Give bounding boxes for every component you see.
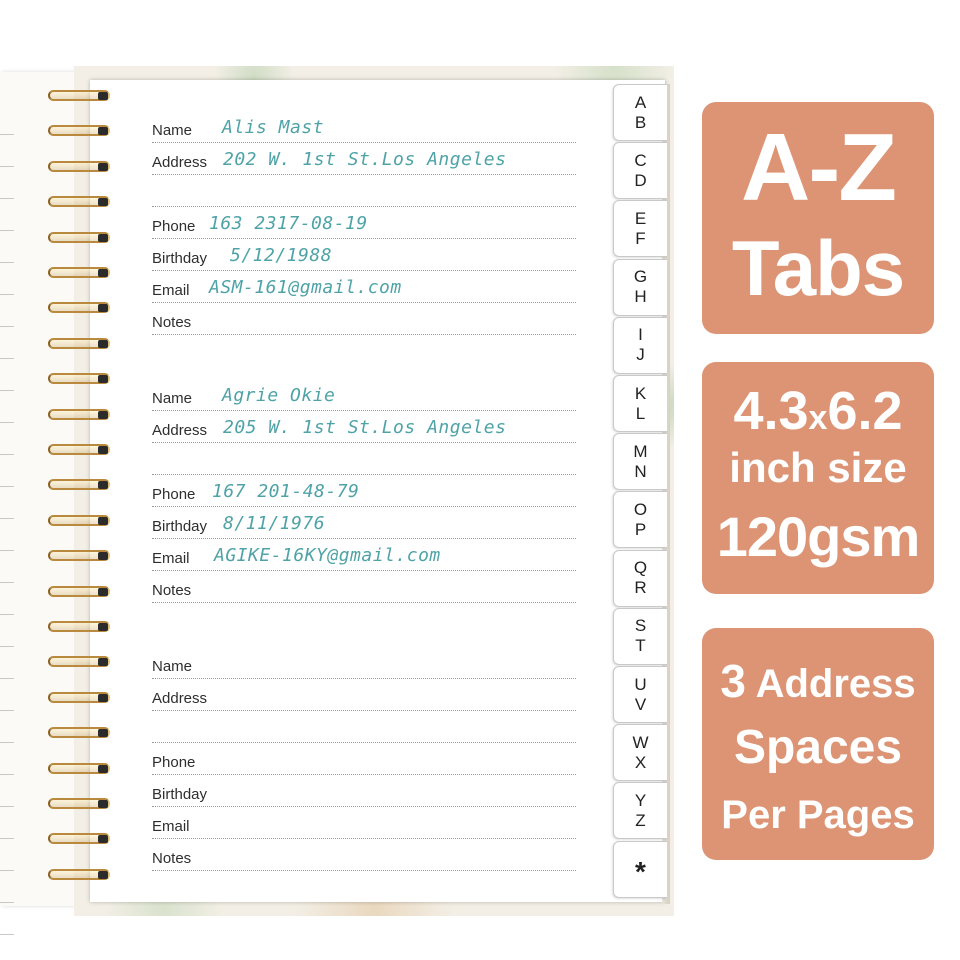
punch-hole [98, 92, 108, 100]
dotted-rule [152, 838, 576, 839]
tab-letter-top: O [633, 499, 648, 519]
tab-letter-bottom: F [635, 228, 646, 248]
badge-spaces-line3: Per Pages [721, 793, 915, 837]
entry-field-row[interactable] [152, 381, 582, 411]
field-label: Name [152, 658, 193, 675]
punch-hole [98, 411, 108, 419]
punch-hole [98, 375, 108, 383]
entry-field-row[interactable] [152, 477, 582, 507]
dotted-rule [152, 506, 576, 507]
field-label: Address [152, 690, 208, 707]
entry-field-row[interactable] [152, 777, 582, 807]
field-label: Address [152, 422, 208, 439]
left-page-rule [0, 550, 14, 551]
field-label: Phone [152, 486, 196, 503]
punch-hole [98, 340, 108, 348]
tab-letter-top: U [634, 674, 647, 694]
punch-hole [98, 871, 108, 879]
left-page-rule [0, 838, 14, 839]
badge-spaces-num: 3 [720, 655, 746, 707]
left-page-rule [0, 614, 14, 615]
index-tab[interactable] [613, 433, 667, 490]
punch-hole [98, 481, 108, 489]
spiral-coil [46, 442, 114, 458]
index-tab[interactable] [613, 200, 667, 257]
index-tab[interactable] [613, 550, 667, 607]
index-tab[interactable] [613, 782, 667, 839]
index-tab[interactable] [613, 142, 667, 199]
dotted-rule [152, 538, 576, 539]
field-label: Email [152, 282, 190, 299]
punch-hole [98, 234, 108, 242]
left-page-rule [0, 582, 14, 583]
handwritten-value: 202 W. 1st St.Los Angeles [223, 149, 507, 170]
dotted-rule [152, 570, 576, 571]
badge-size-height: 6.2 [827, 381, 903, 441]
spiral-coil [46, 230, 114, 246]
punch-hole [98, 163, 108, 171]
badge-spaces-word: Address [755, 662, 916, 706]
tab-letter-bottom: H [634, 287, 647, 307]
punch-hole [98, 446, 108, 454]
index-tab[interactable] [613, 317, 667, 374]
spiral-coil [46, 300, 114, 316]
dotted-rule [152, 710, 576, 711]
punch-hole [98, 729, 108, 737]
field-label: Email [152, 818, 190, 835]
tab-letter-top: A [634, 92, 647, 112]
dotted-rule [152, 442, 576, 443]
tab-letter-bottom: D [634, 170, 647, 190]
tab-letter-bottom: J [636, 345, 645, 365]
field-label: Notes [152, 582, 192, 599]
spiral-coil [46, 513, 114, 529]
entry-field-row[interactable] [152, 445, 582, 475]
field-label: Name [152, 122, 193, 139]
tab-letter-bottom: Z [635, 810, 646, 830]
dotted-rule [152, 206, 576, 207]
tab-letter-bottom: X [634, 752, 647, 772]
tab-letter-bottom: V [634, 694, 647, 714]
dotted-rule [152, 678, 576, 679]
spiral-coil [46, 194, 114, 210]
spiral-coil [46, 761, 114, 777]
spiral-coil [46, 477, 114, 493]
punch-hole [98, 517, 108, 525]
entry-field-row[interactable] [152, 809, 582, 839]
left-page-rule [0, 486, 14, 487]
punch-hole [98, 588, 108, 596]
tab-letter-top: C [634, 150, 647, 170]
index-tab[interactable] [613, 375, 667, 432]
punch-hole [98, 658, 108, 666]
left-page-rule [0, 870, 14, 871]
left-page-rule [0, 262, 14, 263]
tab-letter-top: M [633, 441, 648, 461]
left-page-rule [0, 646, 14, 647]
spiral-coil [46, 336, 114, 352]
entry-field-row[interactable] [152, 113, 582, 143]
badge-spaces-line2: Spaces [733, 721, 903, 774]
handwritten-value: 8/11/1976 [223, 513, 326, 534]
handwritten-value: 167 201-48-79 [212, 481, 360, 502]
field-label: Address [152, 154, 208, 171]
punch-hole [98, 304, 108, 312]
tab-letter-top: I [638, 325, 643, 345]
left-page-rule [0, 230, 14, 231]
handwritten-value: Agrie Okie [222, 385, 336, 406]
field-label: Birthday [152, 250, 208, 267]
index-tab[interactable] [613, 666, 667, 723]
punch-hole [98, 765, 108, 773]
field-label: Phone [152, 218, 196, 235]
spiral-coil [46, 725, 114, 741]
index-tab[interactable] [613, 84, 667, 141]
left-page-rule [0, 294, 14, 295]
left-page-rule [0, 134, 14, 135]
handwritten-value: 5/12/1988 [230, 245, 333, 266]
left-page-rule [0, 358, 14, 359]
entry-field-row[interactable] [152, 713, 582, 743]
tab-letter-top: G [633, 267, 648, 287]
spiral-coil [46, 690, 114, 706]
field-label: Email [152, 550, 190, 567]
handwritten-value: 163 2317-08-19 [209, 213, 368, 234]
tab-letter-top: W [632, 732, 649, 752]
handwritten-value: AGIKE-16KY@gmail.com [214, 545, 441, 566]
dotted-rule [152, 742, 576, 743]
badge-address-spaces [702, 628, 934, 860]
index-tab[interactable] [613, 259, 667, 316]
spiral-coil [46, 159, 114, 175]
dotted-rule [152, 870, 576, 871]
dotted-rule [152, 334, 576, 335]
entry-field-row[interactable] [152, 841, 582, 871]
punch-hole [98, 198, 108, 206]
entry-field-row[interactable] [152, 573, 582, 603]
tab-letter-bottom: N [634, 461, 647, 481]
punch-hole [98, 552, 108, 560]
badge-spaces-line1 [702, 652, 934, 713]
tab-letter-top: Y [634, 790, 647, 810]
entry-field-row[interactable] [152, 273, 582, 303]
dotted-rule [152, 602, 576, 603]
spiral-coil [46, 619, 114, 635]
badge-a-z-tabs [702, 102, 934, 334]
badge-size-line3: 120gsm [716, 505, 920, 568]
index-tab[interactable] [613, 841, 667, 898]
left-page-rule [0, 166, 14, 167]
entry-field-row[interactable] [152, 509, 582, 539]
field-label: Notes [152, 850, 192, 867]
field-label: Phone [152, 754, 196, 771]
left-page-rule [0, 934, 14, 935]
tab-letter-top: Q [633, 558, 648, 578]
entry-field-row[interactable] [152, 649, 582, 679]
field-label: Name [152, 390, 193, 407]
punch-hole [98, 269, 108, 277]
handwritten-value: 205 W. 1st St.Los Angeles [223, 417, 507, 438]
spiral-coil [46, 88, 114, 104]
entry-field-row[interactable] [152, 745, 582, 775]
left-page-rule [0, 902, 14, 903]
index-tab[interactable] [613, 724, 667, 781]
dotted-rule [152, 806, 576, 807]
spiral-coil [46, 796, 114, 812]
left-page-rule [0, 422, 14, 423]
badge-tabs-line1: A-Z [741, 114, 895, 221]
left-page-rule [0, 198, 14, 199]
left-page-rule [0, 678, 14, 679]
tab-letter-top: * [635, 856, 646, 888]
tab-letter-bottom: B [634, 112, 647, 132]
spiral-coil [46, 584, 114, 600]
spiral-coil [46, 548, 114, 564]
dotted-rule [152, 474, 576, 475]
punch-hole [98, 623, 108, 631]
entry-field-row[interactable] [152, 209, 582, 239]
entry-field-row[interactable] [152, 145, 582, 175]
tab-letter-top: E [634, 208, 647, 228]
spiral-binding [46, 88, 120, 898]
badge-tabs-line2: Tabs [731, 224, 905, 312]
entry-field-row[interactable] [152, 177, 582, 207]
left-page-rule [0, 326, 14, 327]
spiral-coil [46, 123, 114, 139]
entry-field-row[interactable] [152, 413, 582, 443]
punch-hole [98, 127, 108, 135]
dotted-rule [152, 174, 576, 175]
spiral-coil [46, 371, 114, 387]
badge-size [702, 362, 934, 594]
spiral-coil [46, 654, 114, 670]
punch-hole [98, 800, 108, 808]
dotted-rule [152, 774, 576, 775]
dotted-rule [152, 270, 576, 271]
field-label: Birthday [152, 518, 208, 535]
spiral-coil [46, 831, 114, 847]
handwritten-value: ASM-161@gmail.com [209, 277, 402, 298]
index-tab[interactable] [613, 608, 667, 665]
left-page-rule [0, 742, 14, 743]
alphabet-tabs [613, 84, 667, 904]
tab-letter-top: S [634, 616, 647, 636]
badge-size-line2: inch size [729, 444, 907, 491]
punch-hole [98, 694, 108, 702]
tab-letter-bottom: L [635, 403, 646, 423]
spiral-coil [46, 867, 114, 883]
spiral-coil [46, 407, 114, 423]
left-page-rule [0, 518, 14, 519]
left-page-rule [0, 806, 14, 807]
left-page-rule [0, 454, 14, 455]
entry-field-row[interactable] [152, 541, 582, 571]
badge-size-times: x [808, 399, 828, 437]
entry-field-row[interactable] [152, 305, 582, 335]
handwritten-value: Alis Mast [222, 117, 325, 138]
field-label: Birthday [152, 786, 208, 803]
index-tab[interactable] [613, 491, 667, 548]
badge-size-width: 4.3 [733, 381, 809, 441]
spiral-coil [46, 265, 114, 281]
tab-letter-bottom: P [634, 519, 647, 539]
entry-field-row[interactable] [152, 681, 582, 711]
tab-letter-bottom: T [635, 636, 646, 656]
dotted-rule [152, 238, 576, 239]
dotted-rule [152, 302, 576, 303]
tab-letter-top: K [634, 383, 647, 403]
left-page-rule [0, 390, 14, 391]
entry-field-row[interactable] [152, 241, 582, 271]
tab-letter-bottom: R [634, 578, 647, 598]
dotted-rule [152, 410, 576, 411]
left-page-rule [0, 710, 14, 711]
left-page-rule [0, 774, 14, 775]
field-label: Notes [152, 314, 192, 331]
punch-hole [98, 835, 108, 843]
dotted-rule [152, 142, 576, 143]
